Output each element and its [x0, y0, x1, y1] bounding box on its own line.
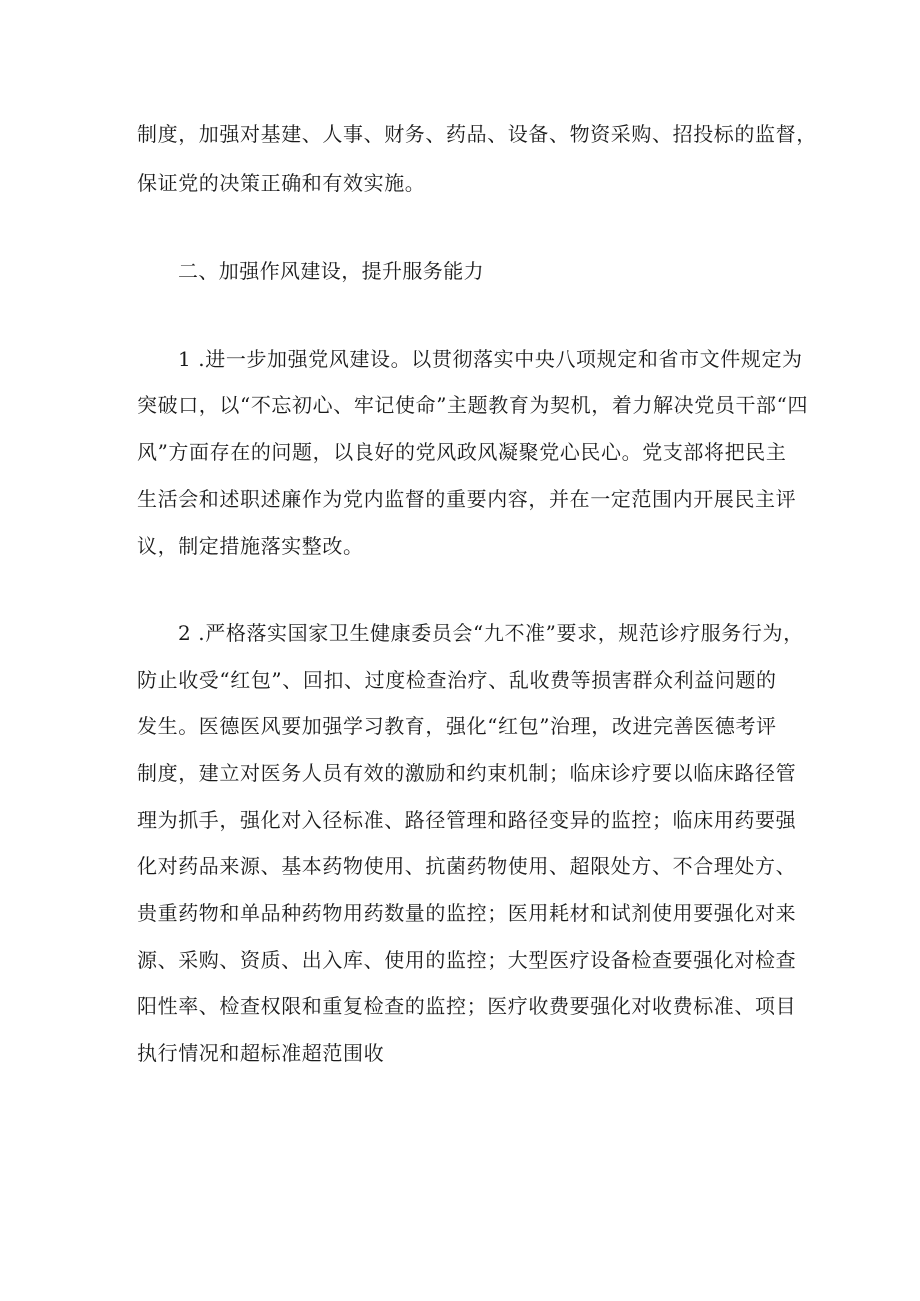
text-line: 风”方面存在的问题，以良好的党风政风凝聚党心民心。党支部将把民主 [137, 440, 787, 464]
section-heading: 二、加强作风建设，提升服务能力 [178, 259, 484, 283]
text-line: 阳性率、检查权限和重复检查的监控；医疗收费要强化对收费标准、项目 [137, 994, 797, 1018]
text-line: 制度，建立对医务人员有效的激励和约束机制；临床诊疗要以临床路径管 [137, 761, 797, 785]
text-line: 执行情况和超标准超范围收 [137, 1041, 385, 1065]
text-line: 制度，加强对基建、人事、财务、药品、设备、物资采购、招投标的监督， [137, 122, 817, 146]
text-line: 议，制定措施落实整改。 [137, 534, 364, 558]
text-line: 源、采购、资质、出入库、使用的监控；大型医疗设备检查要强化对检查 [137, 948, 797, 972]
text-line: 发生。医德医风要加强学习教育，强化“红包”治理，改进完善医德考评 [137, 714, 777, 738]
text-line: 贵重药物和单品种药物用药数量的监控；医用耗材和试剂使用要强化对来 [137, 901, 797, 925]
text-line: 1 .进一步加强党风建设。以贯彻落实中央八项规定和省市文件规定为 [178, 347, 803, 371]
text-line: 化对药品来源、基本药物使用、抗菌药物使用、超限处方、不合理处方、 [137, 854, 797, 878]
text-line: 2 .严格落实国家卫生健康委员会“九不准”要求，规范诊疗服务行为， [178, 621, 804, 645]
text-line: 保证党的决策正确和有效实施。 [137, 171, 426, 195]
text-line: 防止收受“红包”、回扣、过度检查治疗、乱收费等损害群众利益问题的 [137, 668, 777, 692]
text-line: 突破口，以“不忘初心、牢记使命”主题教育为契机，着力解决党员干部“四 [137, 393, 809, 417]
text-line: 理为抓手，强化对入径标准、路径管理和路径变异的监控；临床用药要强 [137, 808, 797, 832]
text-line: 生活会和述职述廉作为党内监督的重要内容，并在一定范围内开展民主评 [137, 487, 797, 511]
